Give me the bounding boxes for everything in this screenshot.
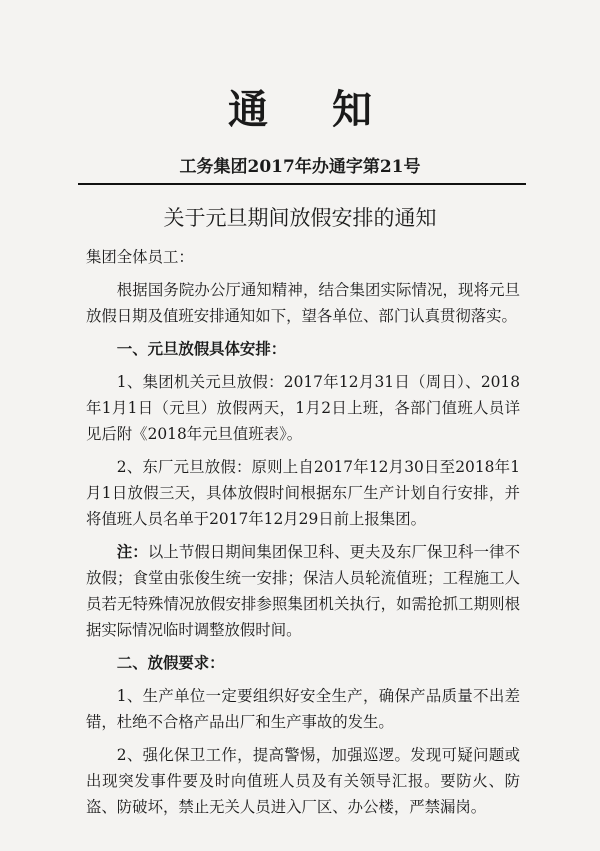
section-2-item-1: 1、生产单位一定要组织好安全生产，确保产品质量不出差错，杜绝不合格产品出厂和生产事故的发生。 xyxy=(86,687,520,731)
document-number: 工务集团2017年办通字第21号 xyxy=(179,157,421,177)
intro-paragraph: 根据国务院办公厅通知精神，结合集团实际情况，现将元旦放假日期及值班安排通知如下，望各单位、部门认真贯彻落实。 xyxy=(86,281,520,325)
section-1-heading: 一、元旦放假具体安排： xyxy=(116,340,287,358)
section-1-item-2: 2、东厂元旦放假：原则上自2017年12月30日至2018年1月1日放假三天，具体放假时间根据东厂生产计划自行安排，并将值班人员名单于2017年12月29日前上报集团。 xyxy=(86,458,520,528)
note-label: 注： xyxy=(116,543,148,561)
section-1-item-1: 1、集团机关元旦放假：2017年12月31日（周日）、2018年1月1日（元旦）放假两天，1月2日上班，各部门值班人员详见后附《2018年元旦值班表》。 xyxy=(86,373,520,443)
section-2-heading: 二、放假要求： xyxy=(116,654,225,672)
note-paragraph xyxy=(86,539,520,643)
notice-body xyxy=(86,244,520,827)
notice-subject: 关于元旦期间放假安排的通知 xyxy=(163,206,437,230)
header-divider xyxy=(78,183,526,185)
notice-title: 通知 xyxy=(228,86,436,133)
section-2-item-2: 2、强化保卫工作，提高警惕，加强巡逻。发现可疑问题或出现突发事件要及时向值班人员及有关领导汇报。要防火、防盗、防破坏，禁止无关人员进入厂区、办公楼，严禁漏岗。 xyxy=(86,746,520,816)
salutation: 集团全体员工： xyxy=(86,248,194,266)
note-text: 以上节假日期间集团保卫科、更夫及东厂保卫科一律不放假；食堂由张俊生统一安排；保洁人员轮流值班；工程施工人员若无特殊情况放假安排参照集团机关执行，如需抢抓工期则根据实际情况临时调整放假时间。 xyxy=(86,543,520,639)
